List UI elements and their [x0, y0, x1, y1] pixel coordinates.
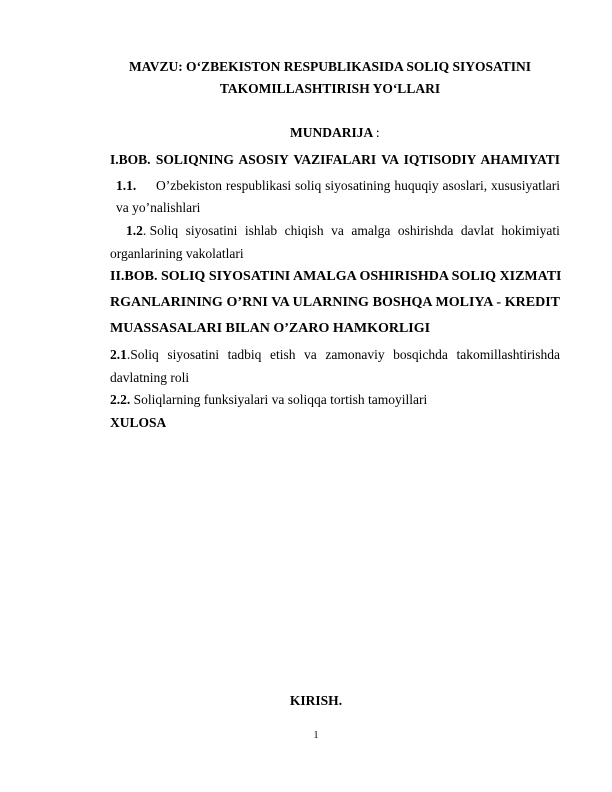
toc-word: bosqichda	[393, 347, 448, 362]
toc-section-2-2	[110, 391, 560, 409]
toc-section-2-1-cont: davlatning roli	[110, 370, 190, 385]
toc-section-2-1-head	[110, 346, 159, 364]
toc-section-1-2-number: 1.2	[126, 223, 143, 238]
title-line-1: MAVZU: O‘ZBEKISTON RESPUBLIKASIDA SOLIQ SIYOSATINI	[128, 59, 532, 74]
contents-heading-colon: :	[375, 125, 380, 140]
toc-section-1-1-number: 1.1.	[116, 178, 137, 193]
toc-section-2-1	[110, 346, 560, 364]
document-title	[100, 56, 560, 100]
intro-heading: KIRISH.	[289, 693, 343, 708]
contents-heading	[290, 125, 380, 141]
page-number: 1	[313, 730, 319, 741]
toc-word: zamonaviy	[325, 347, 385, 362]
toc-chapter-1: I.BOB. SOLIQNING ASOSIY VAZIFALARI VA IQTISODIY AHAMIYATI	[110, 152, 560, 167]
toc-word: amalga	[351, 223, 391, 238]
toc-word: siyosatini	[167, 347, 220, 362]
toc-section-2-1-text-start: .Soliq	[126, 347, 159, 362]
toc-word: hokimiyati	[501, 223, 560, 238]
toc-word: ishlab	[244, 223, 278, 238]
toc-chapter-2-line-1: II.BOB. SOLIQ SIYOSATINI AMALGA OSHIRISHDA SOLIQ XIZMATI	[110, 269, 562, 284]
toc-word: tadbiq	[227, 347, 262, 362]
toc-word: davlat	[460, 223, 494, 238]
toc-word: etish	[269, 347, 296, 362]
toc-word: takomillashtirishda	[456, 347, 560, 362]
toc-section-1-2-text-start: . Soliq	[142, 223, 179, 238]
toc-section-2-2-number: 2.2.	[110, 392, 131, 407]
toc-conclusion: XULOSA	[110, 415, 167, 430]
toc-section-1-2	[126, 222, 560, 240]
toc-section-2-1-number: 2.1	[110, 347, 127, 362]
toc-section-1-2-cont: organlarining vakolatlari	[110, 246, 244, 261]
toc-word: oshirishda	[397, 223, 454, 238]
toc-section-2-2-text: Soliqlarning funksiyalari va soliqqa tortish tamoyillari	[130, 392, 428, 407]
title-line-2: TAKOMILLASHTIRISH YO‘LLARI	[219, 81, 441, 96]
contents-heading-text: MUNDARIJA	[290, 125, 373, 140]
toc-chapter-2-line-3: MUASSASALARI BILAN O’ZARO HAMKORLIGI	[110, 321, 431, 336]
toc-word: va	[304, 347, 317, 362]
toc-section-1-1-cont: va yo’nalishlari	[116, 200, 201, 215]
toc-word: chiqish	[284, 223, 324, 238]
toc-word: siyosatini	[185, 223, 238, 238]
toc-chapter-2-line-2: RGANLARINING O’RNI VA ULARNING BOSHQA MOLIYA - KREDIT	[110, 295, 560, 310]
toc-word: va	[331, 223, 344, 238]
toc-section-1-1-text: O’zbekiston respublikasi soliq siyosatining huquqiy asoslari, xususiyatlari	[156, 178, 560, 193]
toc-section-1-2-head	[126, 222, 178, 240]
toc-section-1-1	[116, 177, 560, 195]
